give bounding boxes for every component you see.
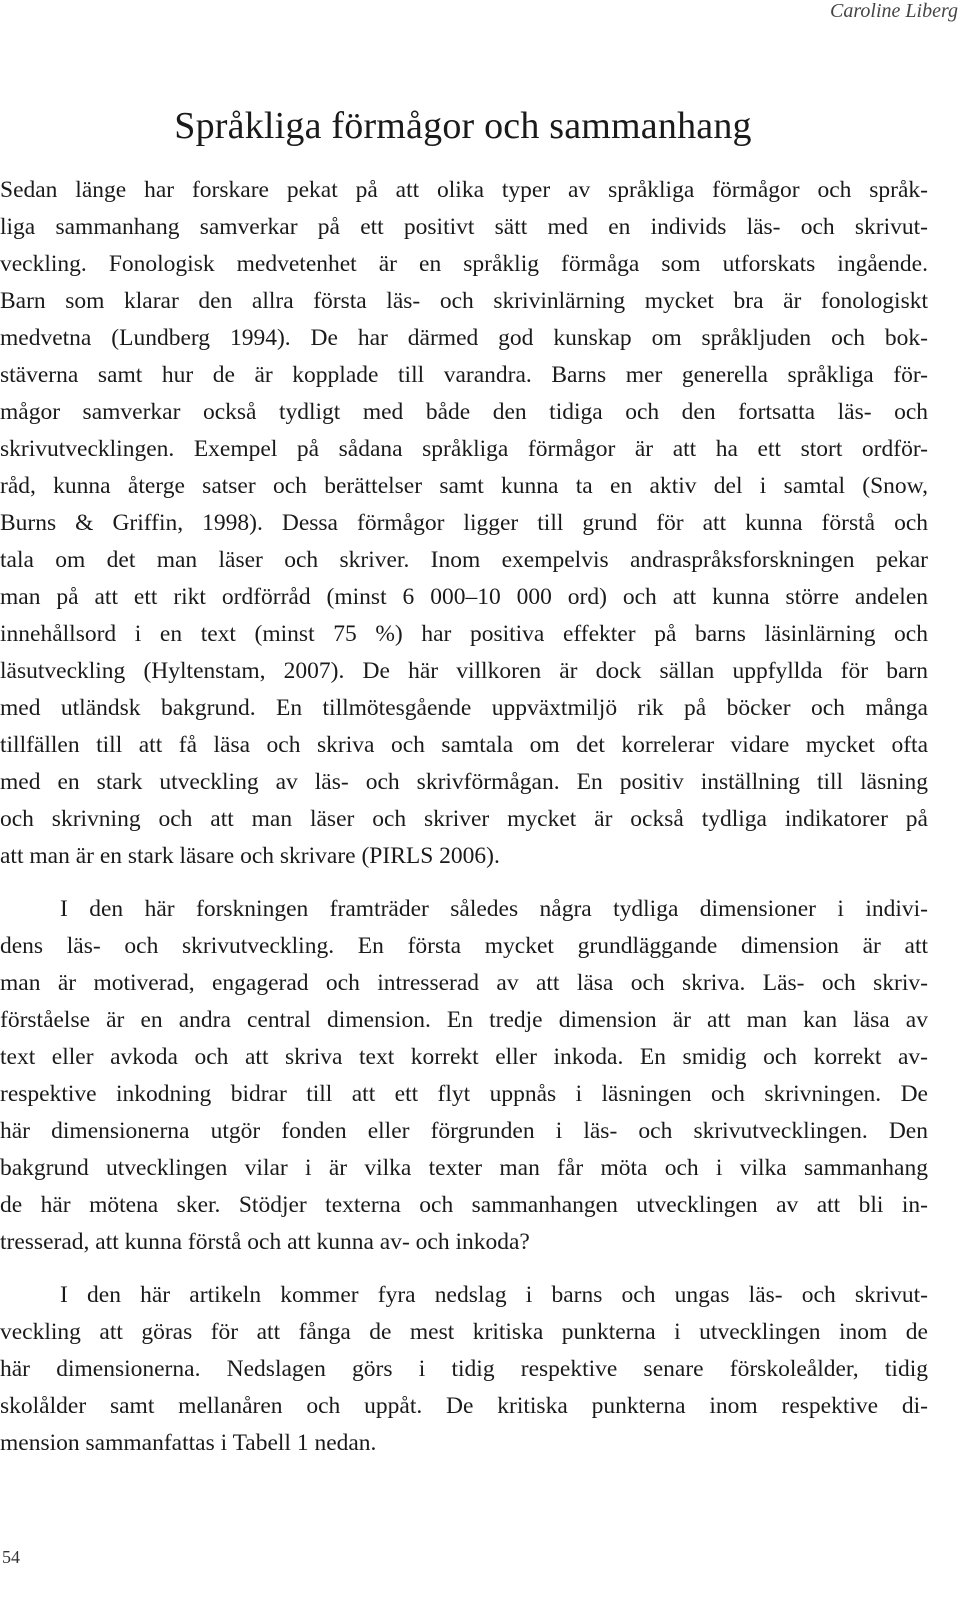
text-line: här dimensionerna. Nedslagen görs i tidig respektive senare förskoleålder, tidig xyxy=(0,1356,928,1382)
text-line: Burns & Griffin, 1998). Dessa förmågor ligger till grund för att kunna förstå och xyxy=(0,510,928,536)
text-line: här dimensionerna utgör fonden eller förgrunden i läs- och skrivutvecklingen. Den xyxy=(0,1118,928,1144)
text-line: tresserad, att kunna förstå och att kunna av- och inkoda? xyxy=(0,1229,530,1255)
paragraph xyxy=(0,172,928,875)
paragraph xyxy=(0,891,928,1261)
text-line: innehållsord i en text (minst 75 %) har positiva effekter på barns läsinlärning och xyxy=(0,621,928,647)
text-line: man är motiverad, engagerad och intresserad av att läsa och skriva. Läs- och skriv- xyxy=(0,970,928,996)
text-line: Sedan länge har forskare pekat på att olika typer av språkliga förmågor och språk- xyxy=(0,177,928,203)
paragraph xyxy=(0,1277,928,1462)
text-line: med utländsk bakgrund. En tillmötesgående uppväxtmiljö rik på böcker och många xyxy=(0,695,928,721)
text-line: liga sammanhang samverkar på ett positivt sätt med en individs läs- och skrivut- xyxy=(0,214,928,240)
text-line: man på att ett rikt ordförråd (minst 6 000–10 000 ord) och att kunna större andelen xyxy=(0,584,928,610)
text-line: de här mötena sker. Stödjer texterna och sammanhangen utvecklingen av att bli in- xyxy=(0,1192,928,1218)
text-line: tala om det man läser och skriver. Inom exempelvis andraspråksforskningen pekar xyxy=(0,547,928,573)
text-line: och skrivning och att man läser och skriver mycket är också tydliga indikatorer på xyxy=(0,806,928,832)
text-line: skolålder samt mellanåren och uppåt. De kritiska punkterna inom respektive di- xyxy=(0,1393,928,1419)
text-line: tillfällen till att få läsa och skriva och samtala om det korrelerar vidare mycket ofta xyxy=(0,732,928,758)
text-line: med en stark utveckling av läs- och skrivförmågan. En positiv inställning till läsning xyxy=(0,769,928,795)
text-line: bakgrund utvecklingen vilar i är vilka texter man får möta och i vilka sammanhang xyxy=(0,1155,928,1181)
text-line: stäverna samt hur de är kopplade till varandra. Barns mer generella språkliga för- xyxy=(0,362,928,388)
page-number: 54 xyxy=(2,1547,20,1567)
text-line: medvetna (Lundberg 1994). De har därmed god kunskap om språkljuden och bok- xyxy=(0,325,928,351)
text-line: råd, kunna återge satser och berättelser samt kunna ta en aktiv del i samtal (Snow, xyxy=(0,473,928,499)
text-line: att man är en stark läsare och skrivare (PIRLS 2006). xyxy=(0,843,500,869)
running-head-author: Caroline Liberg xyxy=(830,0,958,22)
text-line: I den här artikeln kommer fyra nedslag i barns och ungas läs- och skrivut- xyxy=(60,1282,928,1308)
text-line: I den här forskningen framträder således några tydliga dimensioner i indivi- xyxy=(60,896,928,922)
text-line: text eller avkoda och att skriva text korrekt eller inkoda. En smidig och korrekt av- xyxy=(0,1044,928,1070)
text-line: läsutveckling (Hyltenstam, 2007). De här villkoren är dock sällan uppfyllda för barn xyxy=(0,658,928,684)
text-line: veckling att göras för att fånga de mest kritiska punkterna i utvecklingen inom de xyxy=(0,1319,928,1345)
text-line: mågor samverkar också tydligt med både den tidiga och den fortsatta läs- och xyxy=(0,399,928,425)
text-line: respektive inkodning bidrar till att ett flyt uppnås i läsningen och skrivningen. De xyxy=(0,1081,928,1107)
text-line: mension sammanfattas i Tabell 1 nedan. xyxy=(0,1430,377,1456)
text-line: dens läs- och skrivutveckling. En första mycket grundläggande dimension är att xyxy=(0,933,928,959)
text-line: skrivutvecklingen. Exempel på sådana språkliga förmågor är att ha ett stort ordför- xyxy=(0,436,928,462)
page-title: Språkliga förmågor och sammanhang xyxy=(174,105,752,147)
text-line: veckling. Fonologisk medvetenhet är en språklig förmåga som utforskats ingående. xyxy=(0,251,928,277)
text-line: Barn som klarar den allra första läs- och skrivinlärning mycket bra är fonologiskt xyxy=(0,288,928,314)
body-text xyxy=(0,172,928,1462)
text-line: förståelse är en andra central dimension. En tredje dimension är att man kan läsa av xyxy=(0,1007,928,1033)
